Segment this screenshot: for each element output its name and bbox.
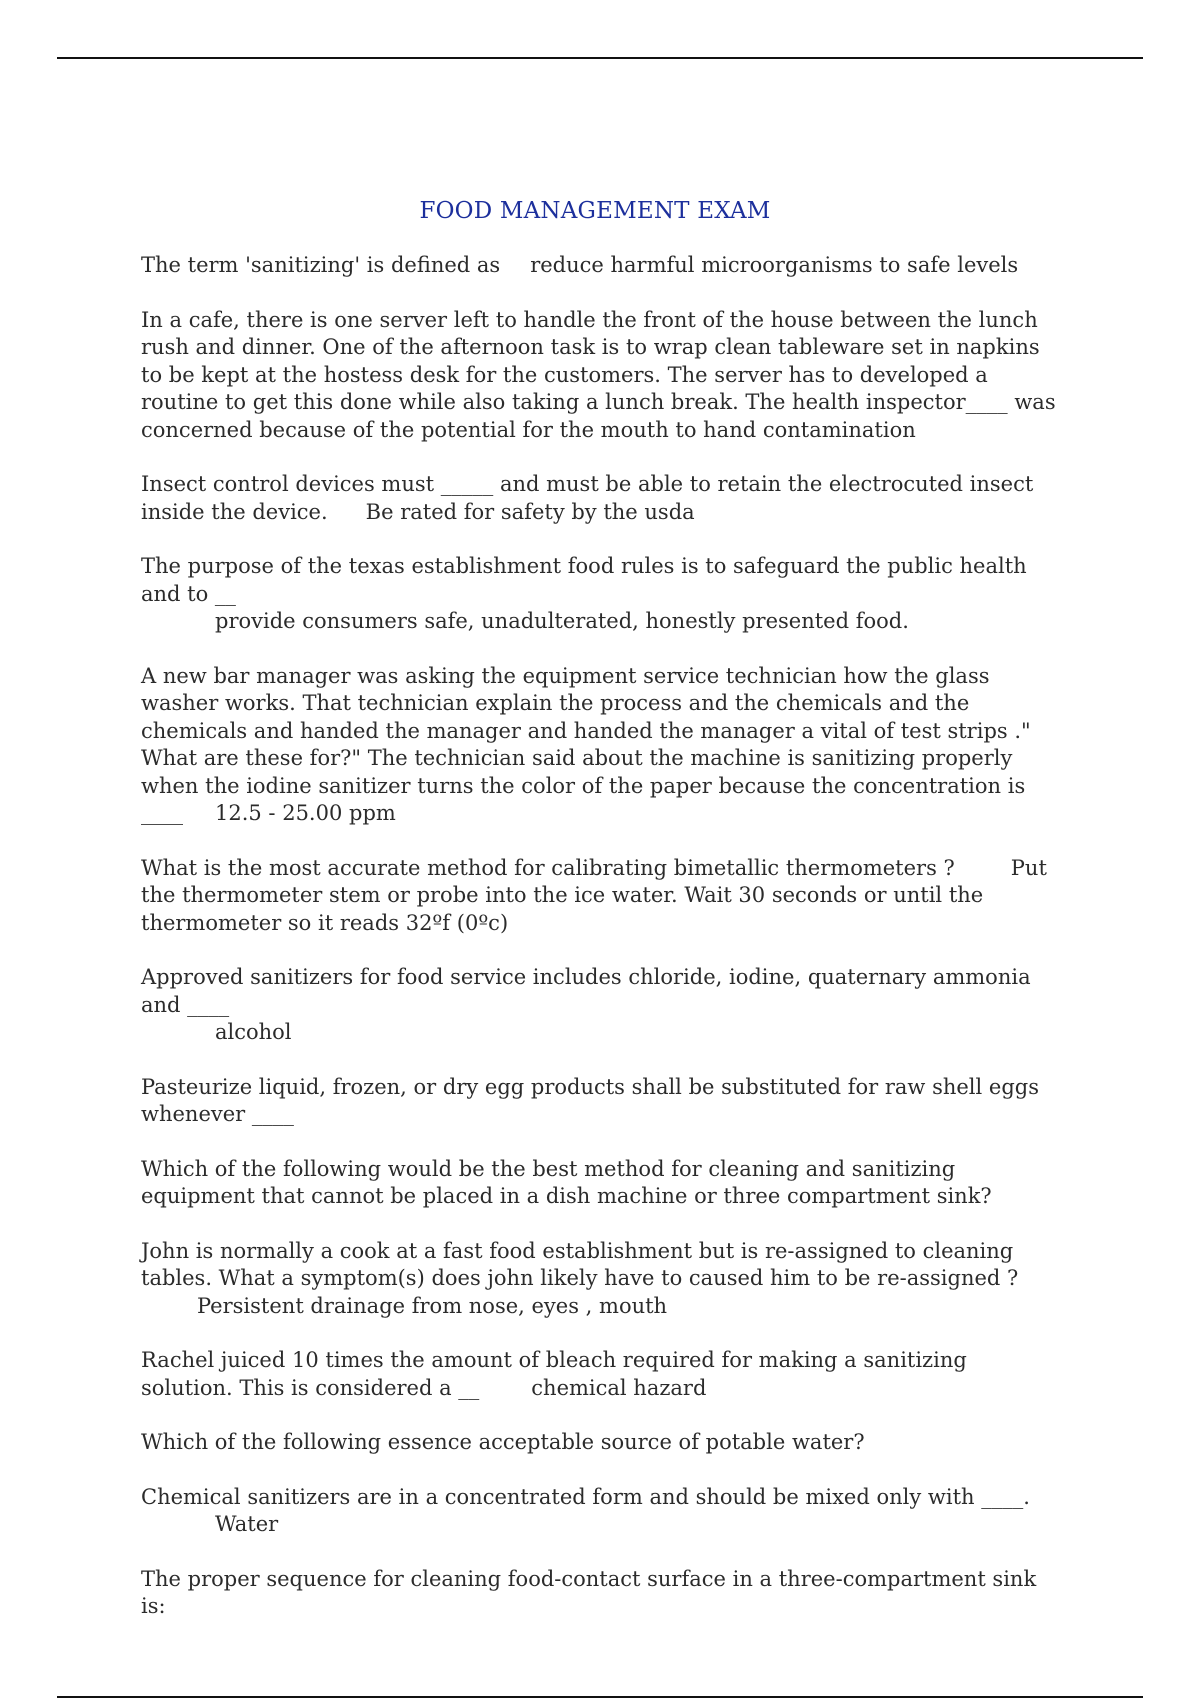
answer-text: chemical hazard (531, 1375, 707, 1400)
answer-text: provide consumers safe, unadulterated, honestly presented food. (215, 609, 909, 633)
question-text: Insect control devices must _____ and must be able to retain the electrocuted insect inside the device. (141, 472, 1034, 524)
answer-text: reduce harmful microorganisms to safe levels (530, 253, 1019, 277)
question-item-2 (141, 307, 1056, 445)
question-item-5 (141, 663, 1056, 828)
question-item-10 (141, 1238, 1056, 1321)
answer-text: Persistent drainage from nose, eyes , mouth (197, 1293, 668, 1318)
question-text: The purpose of the texas establishment food rules is to safeguard the public health and to __ (141, 554, 1027, 606)
question-item-13 (141, 1484, 1056, 1539)
question-text: What is the most accurate method for calibrating bimetallic thermometers ? (141, 855, 955, 880)
question-item-9 (141, 1156, 1056, 1211)
question-item-1 (141, 252, 1056, 280)
question-item-12 (141, 1429, 1056, 1457)
answer-text: 12.5 - 25.00 ppm (215, 801, 396, 825)
question-text: The proper sequence for cleaning food-contact surface in a three-compartment sink is: (141, 1566, 1037, 1618)
document-title: FOOD MANAGEMENT EXAM (419, 198, 771, 224)
question-item-3 (141, 471, 1056, 526)
question-item-8 (141, 1074, 1056, 1129)
question-item-11 (141, 1347, 1056, 1402)
question-text: Chemical sanitizers are in a concentrated form and should be mixed only with ____. (141, 1484, 1030, 1509)
header-rule (57, 57, 1143, 59)
answer-text: Be rated for safety by the usda (365, 499, 695, 524)
question-text: Approved sanitizers for food service includes chloride, iodine, quaternary ammonia and ____ (141, 965, 1031, 1017)
question-text: Which of the following would be the best method for cleaning and sanitizing equipment that cannot be placed in a dish machine or three compartment sink? (141, 1156, 992, 1208)
answer-text: Water (215, 1512, 279, 1536)
question-item-14 (141, 1566, 1056, 1621)
question-list (141, 252, 1056, 1648)
footer-rule (57, 1696, 1143, 1698)
question-text: Pasteurize liquid, frozen, or dry egg products shall be substituted for raw shell eggs whenever ____ (141, 1074, 1040, 1126)
question-text: Which of the following essence acceptable source of potable water? (141, 1430, 865, 1454)
question-text: Rachel juiced 10 times the amount of bleach required for making a sanitizing solution. This is considered a __ (141, 1348, 967, 1400)
question-item-4 (141, 553, 1056, 636)
question-item-7 (141, 964, 1056, 1047)
question-text: In a cafe, there is one server left to handle the front of the house between the lunch rush and dinner. One of the afternoon task is to wrap clean tableware set in napkins to be kept at the hostess desk for the customers. The server has to developed a routine to get this done while also taking a lunch break. The health inspector____ was concerned because of the potential for the mouth to hand contamination (141, 307, 1056, 442)
question-text: John is normally a cook at a fast food establishment but is re-assigned to cleaning tables. What a symptom(s) does john likely have to caused him to be re-assigned ? (141, 1238, 1019, 1290)
answer-text: alcohol (215, 1020, 292, 1044)
question-text: A new bar manager was asking the equipment service technician how the glass washer works. That technician explain the process and the chemicals and the chemicals and handed the manager and handed the manager a vital of test strips ." What are these for?" The technician said about the machine is sanitizing properly when the iodine sanitizer turns the color of the paper because the concentration is ____ (141, 663, 1031, 825)
question-item-6 (141, 855, 1056, 938)
question-text: The term 'sanitizing' is defined as (141, 253, 501, 277)
answer-text: Put the thermometer stem or probe into the ice water. Wait 30 seconds or until the thermometer so it reads 32ºf (0ºc) (141, 855, 1047, 935)
